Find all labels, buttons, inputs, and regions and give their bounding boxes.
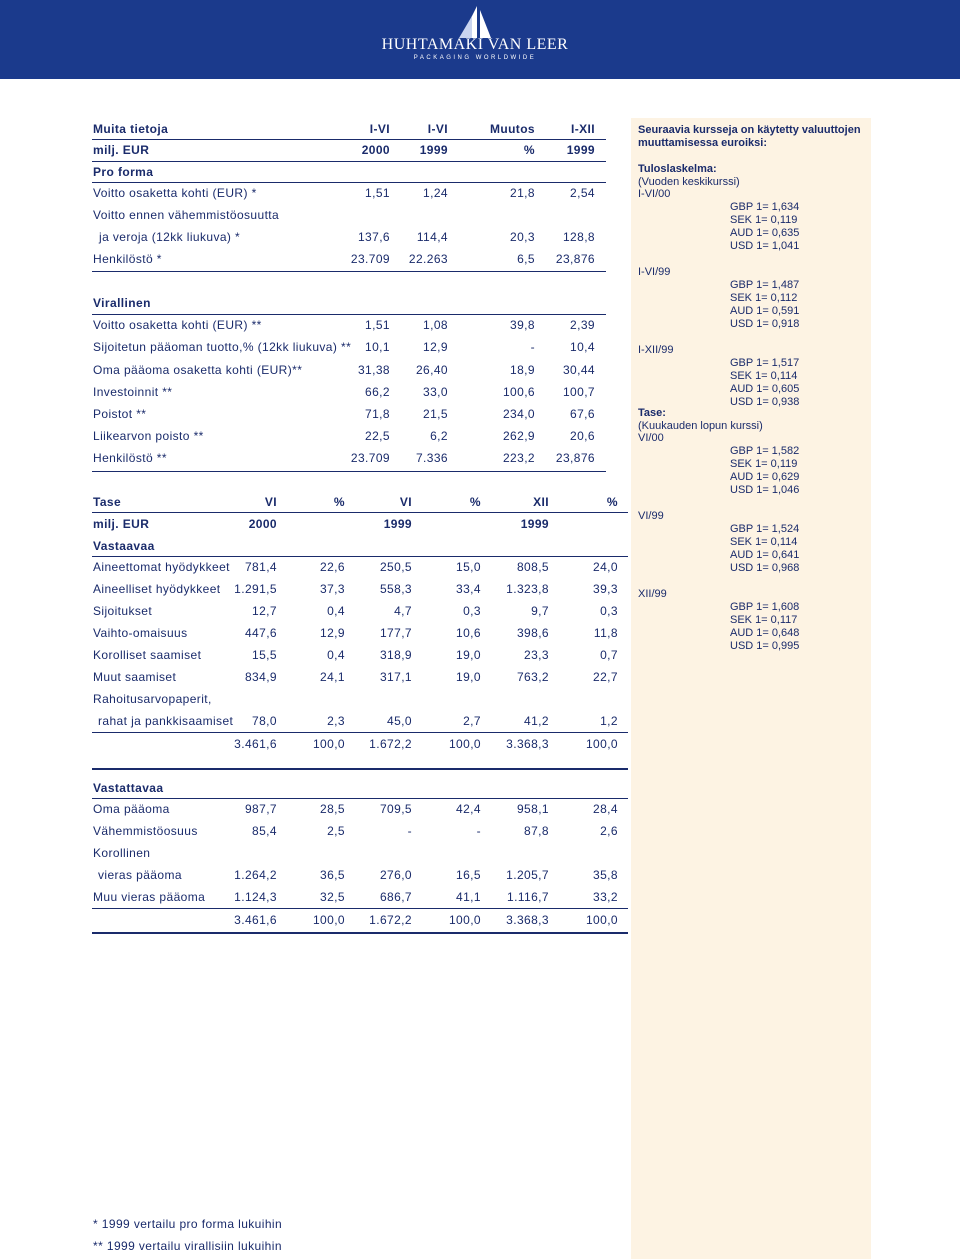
total-value: 100,0 (448, 737, 481, 751)
cell-value: 0,7 (600, 648, 618, 662)
rates-intro-line-2: muuttamisessa euroiksi: (638, 137, 767, 149)
row-label: Voitto osaketta kohti (EUR) ** (93, 318, 262, 332)
cell-value: 100,7 (562, 385, 595, 399)
cell-value: 24,1 (320, 670, 345, 684)
kf-col-period-4: I-XII (570, 122, 595, 136)
cell-value: 1.323,8 (506, 582, 549, 596)
cell-value: 1,51 (365, 318, 390, 332)
cell-value: 2,3 (327, 714, 345, 728)
row-label: Aineettomat hyödykkeet (93, 560, 230, 574)
cell-value: 66,2 (365, 385, 390, 399)
brand-tagline: PACKAGING WORLDWIDE (413, 55, 537, 61)
row-label: vieras pääoma (98, 868, 182, 882)
bal-col-period-3: VI (399, 495, 412, 509)
cell-value: 19,0 (456, 670, 481, 684)
cell-value: 6,5 (517, 252, 535, 266)
official-label: Virallinen (93, 296, 151, 310)
cell-value: 67,6 (570, 407, 595, 421)
total-value: 100,0 (312, 737, 345, 751)
divider (92, 314, 606, 315)
divider (92, 908, 628, 909)
rate-value: USD 1= 1,046 (730, 484, 800, 496)
rate-value: SEK 1= 0,114 (730, 536, 798, 548)
rate-value: USD 1= 0,995 (730, 640, 800, 652)
cell-value: 0,4 (327, 648, 345, 662)
kf-col-period-1: I-VI (369, 122, 390, 136)
cell-value: 23,3 (524, 648, 549, 662)
rate-period: XII/99 (638, 588, 667, 600)
divider (92, 182, 606, 183)
cell-value: 9,7 (531, 604, 549, 618)
cell-value: 36,5 (320, 868, 345, 882)
cell-value: 808,5 (516, 560, 549, 574)
cell-value: 23.709 (350, 252, 390, 266)
total-value: 3.368,3 (506, 737, 549, 751)
cell-value: 709,5 (379, 802, 412, 816)
cell-value: 20,6 (570, 429, 595, 443)
rate-value: SEK 1= 0,119 (730, 214, 798, 226)
rate-value: SEK 1= 0,112 (730, 292, 798, 304)
rate-period: I-XII/99 (638, 344, 674, 356)
liabilities-label: Vastattavaa (93, 781, 164, 795)
bal-col-year-2: 1999 (383, 517, 412, 531)
divider (92, 471, 606, 472)
cell-value: 15,5 (252, 648, 277, 662)
divider (92, 932, 628, 934)
rate-value: AUD 1= 0,641 (730, 549, 800, 561)
rates-intro-line-1: Seuraavia kursseja on käytetty valuuttojen (638, 124, 861, 136)
kf-col-year-4: 1999 (566, 143, 595, 157)
cell-value: - (407, 824, 412, 838)
cell-value: 447,6 (244, 626, 277, 640)
cell-value: 85,4 (252, 824, 277, 838)
cell-value: 558,3 (379, 582, 412, 596)
cell-value: 12,7 (252, 604, 277, 618)
row-label: Muu vieras pääoma (93, 890, 206, 904)
cell-value: 1,2 (600, 714, 618, 728)
rate-value: USD 1= 0,918 (730, 318, 800, 330)
rate-value: AUD 1= 0,591 (730, 305, 800, 317)
cell-value: 262,9 (502, 429, 535, 443)
total-value: 100,0 (585, 737, 618, 751)
cell-value: 0,4 (327, 604, 345, 618)
rate-period: VI/99 (638, 510, 664, 522)
rate-value: GBP 1= 1,608 (730, 601, 800, 613)
balance-rates-label: Tase: (638, 407, 666, 419)
balance-rates-note: (Kuukauden lopun kurssi) (638, 420, 763, 432)
rate-value: USD 1= 0,938 (730, 396, 800, 408)
cell-value: 32,5 (320, 890, 345, 904)
cell-value: 16,5 (456, 868, 481, 882)
total-value: 3.461,6 (234, 913, 277, 927)
total-value: 100,0 (312, 913, 345, 927)
row-label: ja veroja (12kk liukuva) * (99, 230, 241, 244)
income-rates-label: Tuloslaskelma: (638, 163, 717, 175)
row-label: Henkilöstö * (93, 252, 162, 266)
rate-value: GBP 1= 1,517 (730, 357, 800, 369)
row-label: Voitto osaketta kohti (EUR) * (93, 186, 257, 200)
cell-value: 31,38 (357, 363, 390, 377)
row-label: Investoinnit ** (93, 385, 173, 399)
row-label: Oma pääoma osaketta kohti (EUR)** (93, 363, 303, 377)
cell-value: 15,0 (456, 560, 481, 574)
cell-value: 22,5 (365, 429, 390, 443)
cell-value: 834,9 (244, 670, 277, 684)
total-value: 3.461,6 (234, 737, 277, 751)
cell-value: 128,8 (562, 230, 595, 244)
rate-value: SEK 1= 0,117 (730, 614, 798, 626)
cell-value: 2,7 (463, 714, 481, 728)
cell-value: 10,6 (456, 626, 481, 640)
row-label: Korollinen (93, 846, 151, 860)
cell-value: 4,7 (394, 604, 412, 618)
cell-value: 6,2 (430, 429, 448, 443)
pro-forma-label: Pro forma (93, 165, 154, 179)
cell-value: 250,5 (379, 560, 412, 574)
cell-value: 1,24 (423, 186, 448, 200)
cell-value: 28,5 (320, 802, 345, 816)
brand-header (0, 0, 960, 79)
cell-value: 33,0 (423, 385, 448, 399)
cell-value: 71,8 (365, 407, 390, 421)
total-value: 1.672,2 (369, 913, 412, 927)
row-label: Oma pääoma (93, 802, 170, 816)
row-label: Sijoitetun pääoman tuotto,% (12kk liukuva) ** (93, 340, 352, 354)
cell-value: 2,39 (570, 318, 595, 332)
key-figures-unit: milj. EUR (93, 143, 150, 157)
bal-col-year-1: 2000 (248, 517, 277, 531)
income-rates-note: (Vuoden keskikurssi) (638, 176, 740, 188)
cell-value: 234,0 (502, 407, 535, 421)
divider (92, 271, 606, 272)
rate-value: USD 1= 0,968 (730, 562, 800, 574)
assets-label: Vastaavaa (93, 539, 155, 553)
key-figures-title: Muita tietoja (93, 122, 169, 136)
row-label: Vähemmistöosuus (93, 824, 198, 838)
row-label: Vaihto-omaisuus (93, 626, 188, 640)
rate-value: USD 1= 1,041 (730, 240, 800, 252)
row-label: Voitto ennen vähemmistöosuutta (93, 208, 280, 222)
footnote-official: ** 1999 vertailu virallisiin lukuihin (93, 1239, 282, 1253)
row-label: Poistot ** (93, 407, 147, 421)
cell-value: 11,8 (593, 626, 618, 640)
rate-value: AUD 1= 0,629 (730, 471, 800, 483)
cell-value: 21,8 (510, 186, 535, 200)
row-label: Sijoitukset (93, 604, 153, 618)
divider (92, 732, 628, 733)
kf-col-period-3: Muutos (489, 122, 535, 136)
row-label: Liikearvon poisto ** (93, 429, 204, 443)
rate-value: AUD 1= 0,605 (730, 383, 800, 395)
cell-value: 1.205,7 (506, 868, 549, 882)
total-value: 100,0 (448, 913, 481, 927)
divider (92, 139, 606, 140)
row-label: Korolliset saamiset (93, 648, 202, 662)
cell-value: 0,3 (600, 604, 618, 618)
row-label: Aineelliset hyödykkeet (93, 582, 221, 596)
cell-value: 33,2 (593, 890, 618, 904)
bal-col-period-1: VI (264, 495, 277, 509)
rate-value: AUD 1= 0,648 (730, 627, 800, 639)
cell-value: 223,2 (502, 451, 535, 465)
divider (92, 161, 606, 162)
cell-value: 21,5 (423, 407, 448, 421)
total-value: 1.672,2 (369, 737, 412, 751)
cell-value: 22,6 (320, 560, 345, 574)
cell-value: 45,0 (387, 714, 412, 728)
rate-value: SEK 1= 0,119 (730, 458, 798, 470)
cell-value: 1.264,2 (234, 868, 277, 882)
rate-value: GBP 1= 1,524 (730, 523, 800, 535)
cell-value: 317,1 (379, 670, 412, 684)
footnote-pro-forma: * 1999 vertailu pro forma lukuihin (93, 1217, 283, 1231)
cell-value: 20,3 (510, 230, 535, 244)
cell-value: 763,2 (516, 670, 549, 684)
cell-value: 12,9 (423, 340, 448, 354)
cell-value: 137,6 (357, 230, 390, 244)
cell-value: 1.116,7 (507, 890, 549, 904)
cell-value: 2,5 (327, 824, 345, 838)
cell-value: 398,6 (516, 626, 549, 640)
bal-col-period-5: XII (533, 495, 549, 509)
cell-value: 2,6 (600, 824, 618, 838)
cell-value: 686,7 (379, 890, 412, 904)
cell-value: 22.263 (408, 252, 448, 266)
cell-value: 37,3 (320, 582, 345, 596)
brand-name: HUHTAMAKI VAN LEER (381, 36, 569, 53)
cell-value: 2,54 (570, 186, 595, 200)
cell-value: 1,51 (365, 186, 390, 200)
cell-value: 318,9 (379, 648, 412, 662)
cell-value: 0,3 (463, 604, 481, 618)
row-label: Muut saamiset (93, 670, 177, 684)
cell-value: 7.336 (415, 451, 448, 465)
cell-value: 177,7 (379, 626, 412, 640)
cell-value: 1.124,3 (234, 890, 277, 904)
balance-unit: milj. EUR (93, 517, 150, 531)
cell-value: 22,7 (593, 670, 618, 684)
kf-col-period-2: I-VI (427, 122, 448, 136)
rate-period: I-VI/99 (638, 266, 671, 278)
cell-value: 781,4 (244, 560, 277, 574)
rate-value: GBP 1= 1,582 (730, 445, 800, 457)
balance-title: Tase (93, 495, 122, 509)
cell-value: 10,4 (570, 340, 595, 354)
cell-value: 958,1 (516, 802, 549, 816)
rate-period: VI/00 (638, 432, 664, 444)
divider (92, 768, 628, 770)
kf-col-year-2: 1999 (419, 143, 448, 157)
cell-value: - (530, 340, 535, 354)
cell-value: 19,0 (456, 648, 481, 662)
cell-value: 114,4 (416, 230, 448, 244)
total-value: 3.368,3 (506, 913, 549, 927)
rate-value: GBP 1= 1,634 (730, 201, 800, 213)
row-label: Henkilöstö ** (93, 451, 167, 465)
cell-value: 12,9 (320, 626, 345, 640)
cell-value: 78,0 (252, 714, 277, 728)
cell-value: 39,8 (510, 318, 535, 332)
cell-value: 100,6 (502, 385, 535, 399)
cell-value: 41,1 (456, 890, 481, 904)
bal-col-period-4: % (469, 495, 481, 509)
cell-value: 23,876 (555, 252, 595, 266)
cell-value: 41,2 (524, 714, 549, 728)
cell-value: - (476, 824, 481, 838)
row-label: rahat ja pankkisaamiset (98, 714, 234, 728)
cell-value: 26,40 (415, 363, 448, 377)
total-value: 100,0 (585, 913, 618, 927)
cell-value: 33,4 (456, 582, 481, 596)
cell-value: 18,9 (510, 363, 535, 377)
cell-value: 35,8 (593, 868, 618, 882)
cell-value: 10,1 (365, 340, 390, 354)
bal-col-period-2: % (333, 495, 345, 509)
cell-value: 24,0 (593, 560, 618, 574)
row-label: Rahoitusarvopaperit, (93, 692, 212, 706)
rate-value: AUD 1= 0,635 (730, 227, 800, 239)
cell-value: 23.709 (350, 451, 390, 465)
divider (92, 512, 628, 513)
cell-value: 23,876 (555, 451, 595, 465)
cell-value: 987,7 (244, 802, 277, 816)
cell-value: 1,08 (423, 318, 448, 332)
divider (92, 556, 628, 557)
cell-value: 30,44 (562, 363, 595, 377)
bal-col-year-3: 1999 (520, 517, 549, 531)
cell-value: 87,8 (524, 824, 549, 838)
rate-value: SEK 1= 0,114 (730, 370, 798, 382)
rate-period: I-VI/00 (638, 188, 671, 200)
bal-col-period-6: % (606, 495, 618, 509)
cell-value: 39,3 (593, 582, 618, 596)
divider (92, 798, 628, 799)
rate-value: GBP 1= 1,487 (730, 279, 800, 291)
cell-value: 276,0 (379, 868, 412, 882)
cell-value: 42,4 (456, 802, 481, 816)
cell-value: 28,4 (593, 802, 618, 816)
kf-col-year-3: % (523, 143, 535, 157)
cell-value: 1.291,5 (234, 582, 277, 596)
kf-col-year-1: 2000 (361, 143, 390, 157)
